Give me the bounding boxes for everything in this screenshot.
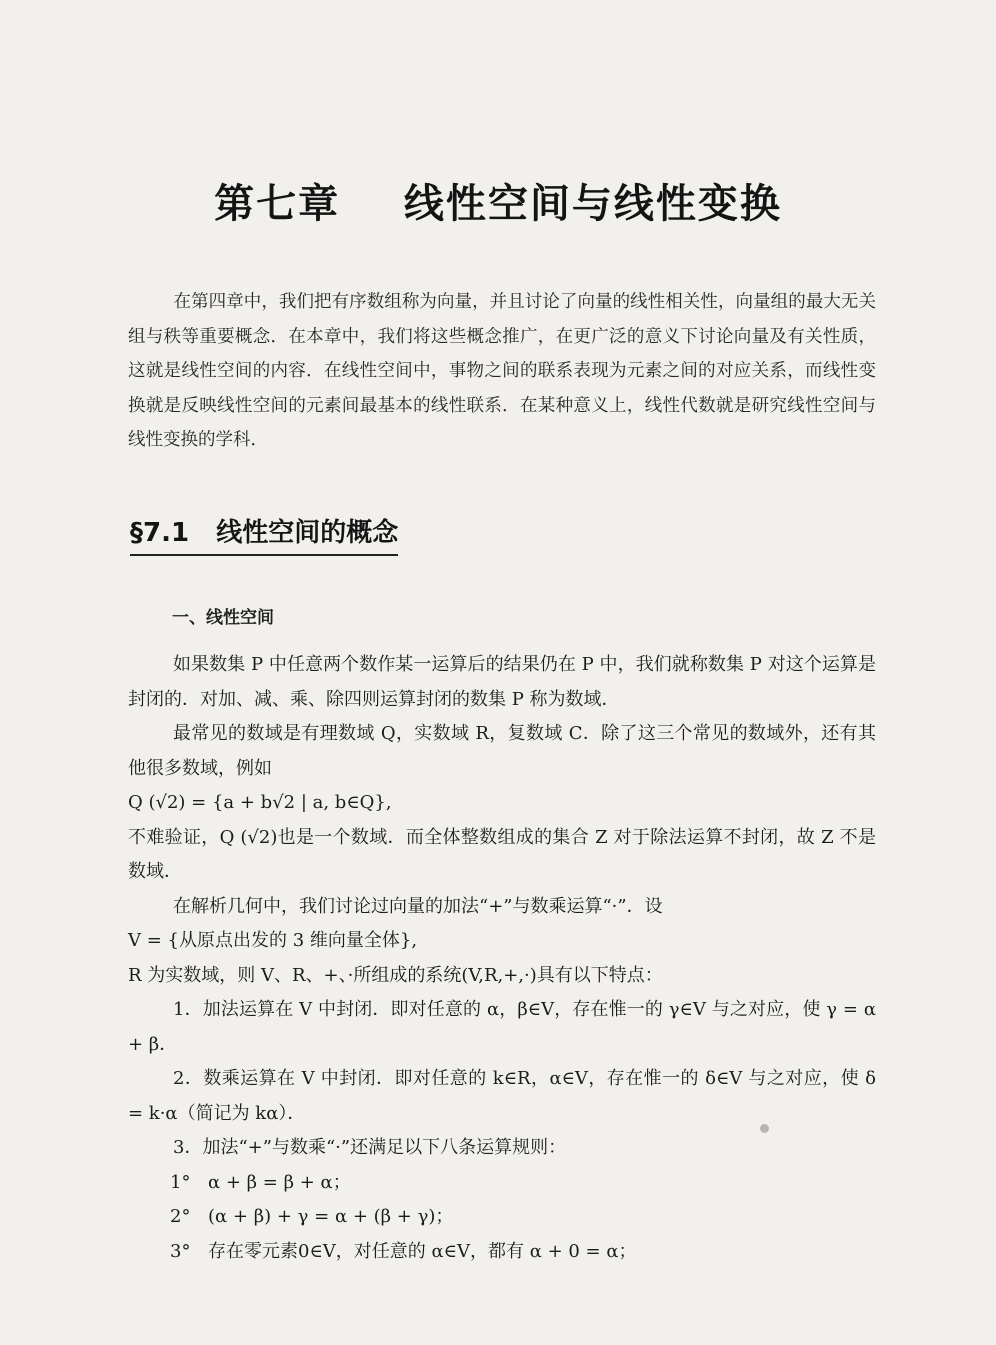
formula-q-sqrt2: Q (√2) = {a + b√2 | a, b∈Q}, — [128, 792, 392, 813]
list-item-addition-closed: 1．加法运算在 V 中封闭．即对任意的 α，β∈V，存在惟一的 γ∈V 与之对应，使 γ = α + β． — [128, 999, 876, 1055]
list-item-eight-rules: 3．加法“+”与数乘“·”还满足以下八条运算规则： — [173, 1137, 567, 1158]
formula-v-definition: V = {从原点出发的 3 维向量全体}, — [128, 930, 418, 951]
rule-number: 2° — [170, 1206, 191, 1227]
paragraph-closed-set: 如果数集 P 中任意两个数作某一运算后的结果仍在 P 中，我们就称数集 P 对这个运算是封闭的．对加、减、乘、除四则运算封闭的数集 P 称为数域． — [128, 654, 876, 710]
chapter-title: 第七章 线性空间与线性变换 — [214, 181, 782, 227]
paragraph-analytic-geometry: 在解析几何中，我们讨论过向量的加法“+”与数乘运算“·”．设 — [173, 895, 663, 917]
rule-item — [128, 1166, 876, 1201]
list-item-scalar-closed: 2．数乘运算在 V 中封闭．即对任意的 k∈R，α∈V，存在惟一的 δ∈V 与之对应，使 δ = k·α（简记为 kα）． — [128, 1068, 876, 1124]
chapter-intro-paragraph: 在第四章中，我们把有序数组称为向量，并且讨论了向量的线性相关性，向量组的最大无关组与秩等重要概念．在本章中，我们将这些概念推广，在更广泛的意义下讨论向量及有关性质，这就是线性空间的内容．在线性空间中，事物之间的联系表现为元素之间的对应关系，而线性变换就是反映线性空间的元素间最基本的线性联系．在某种意义上，线性代数就是研究线性空间与线性变换的学科． — [128, 292, 876, 450]
rule-text: (α + β) + γ = α + (β + γ)； — [208, 1206, 454, 1227]
rule-item — [128, 1200, 876, 1235]
rule-item — [128, 1235, 876, 1270]
section-heading: §7.1 线性空间的概念 — [130, 512, 398, 556]
paper-speck — [760, 1124, 769, 1133]
rule-text: 存在零元素0∈V，对任意的 α∈V，都有 α + 0 = α； — [208, 1240, 637, 1262]
body-text — [128, 648, 876, 1269]
rule-number: 3° — [170, 1240, 191, 1262]
paragraph-common-fields: 最常见的数域是有理数域 Q，实数域 R，复数域 C．除了这三个常见的数域外，还有其他很多数域，例如 — [128, 723, 876, 779]
paragraph-integers-not-field: 不难验证，Q (√2)也是一个数域．而全体整数组成的集合 Z 对于除法运算不封闭，故 Z 不是数域． — [128, 826, 876, 882]
paragraph-system-properties: R 为实数域，则 V、R、+、·所组成的系统(V,R,+,·)具有以下特点： — [128, 964, 663, 986]
rule-text: α + β = β + α； — [208, 1171, 351, 1193]
subsection-heading: 一、线性空间 — [172, 608, 274, 628]
rule-number: 1° — [170, 1171, 191, 1193]
